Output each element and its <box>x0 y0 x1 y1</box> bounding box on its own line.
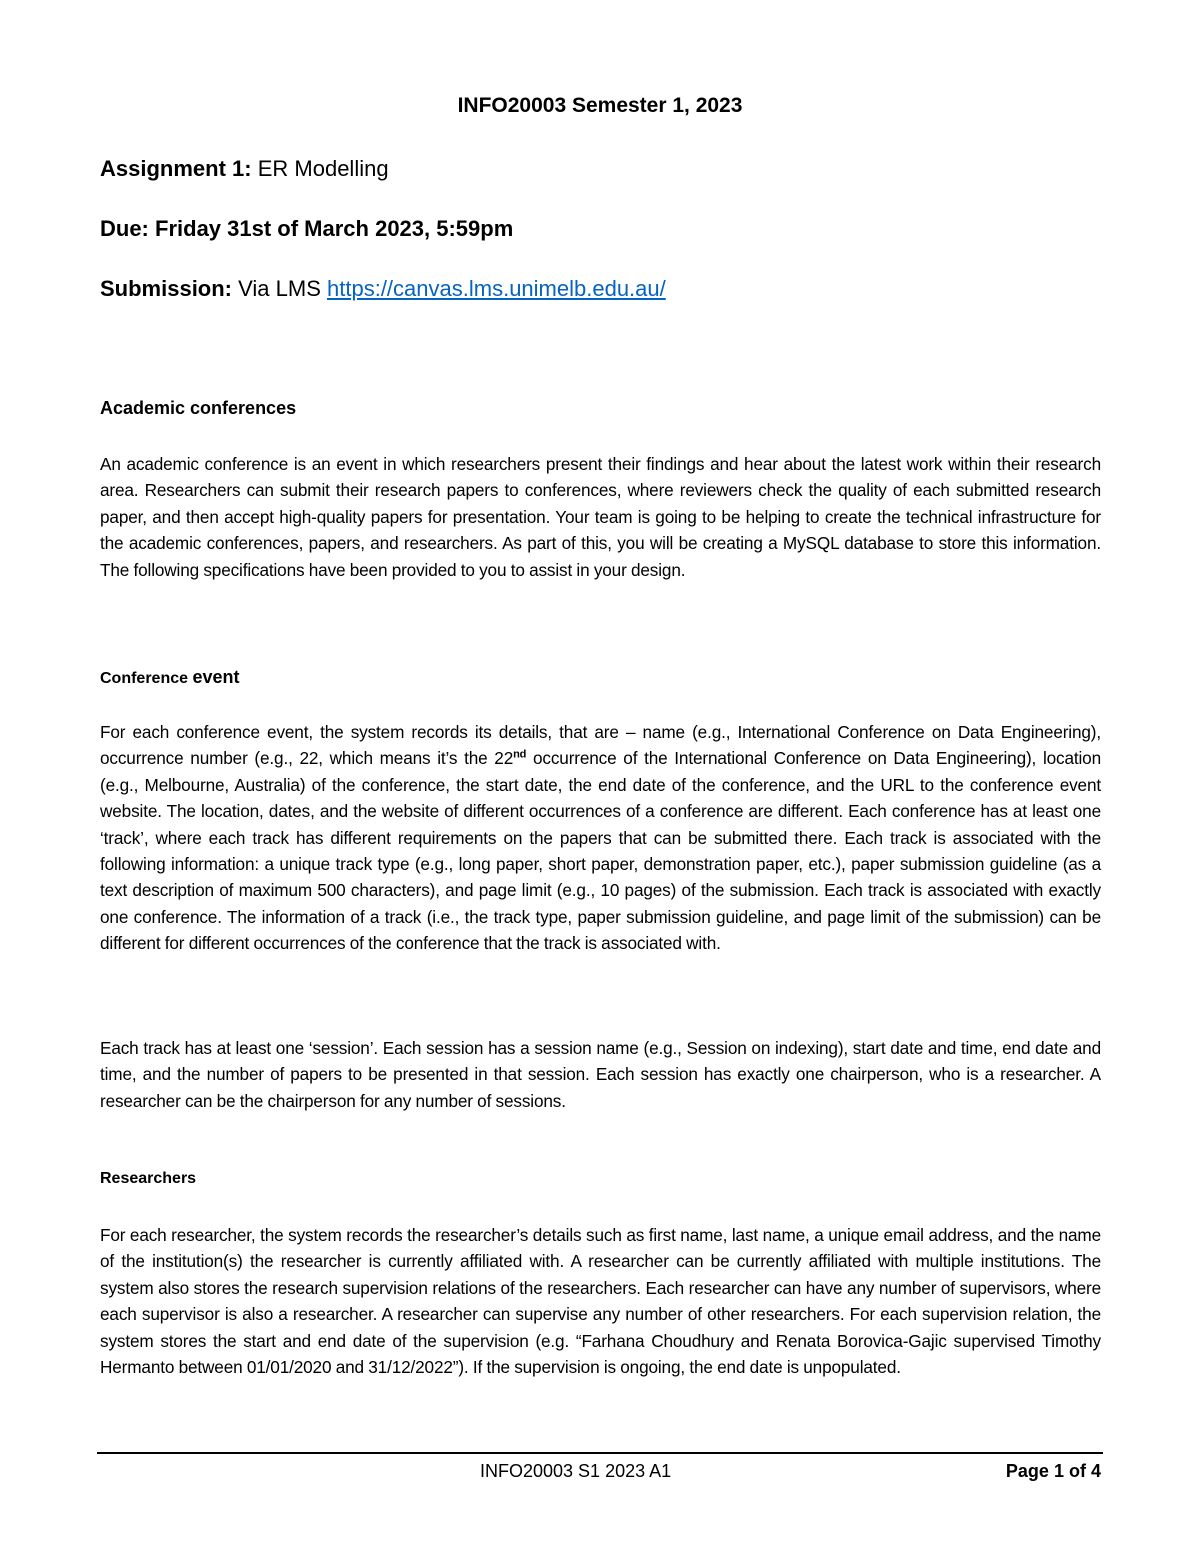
footer-divider <box>97 1452 1103 1454</box>
conference-heading-part2: event <box>192 667 240 687</box>
page-label: Page <box>1005 1461 1049 1481</box>
due-line <box>100 216 513 242</box>
section-heading-researchers: Researchers <box>100 1170 197 1187</box>
footer-page-number <box>1006 1461 1101 1482</box>
footer-doc-code: INFO20003 S1 2023 A1 <box>480 1461 672 1481</box>
paragraph-academic: An academic conference is an event in which researchers present their findings and hear about the latest work within their research area. Researchers can submit their research papers to conferences, where reviewers check the quality of each submitted research paper, and then accept high-quality papers for presentation. Your team is going to be helping to create the technical infrastructure for the academic conferences, papers, and researchers. As part of this, you will be creating a MySQL database to store this information. The following specifications have been provided to you to assist in your design. <box>100 454 1101 580</box>
section-heading-conference <box>100 667 240 688</box>
submission-line <box>100 276 666 302</box>
document-title: INFO20003 Semester 1, 2023 <box>457 94 743 117</box>
submission-prefix: Via LMS <box>238 276 321 301</box>
paragraph-researchers: For each researcher, the system records the researcher’s details such as first name, last name, a unique email address, and the name of the institution(s) the researcher is currently affiliated with. A researcher can be currently affiliated with multiple institutions. The system also stores the research supervision relations of the researchers. Each researcher can have any number of supervisors, where each supervisor is also a researcher. A researcher can supervise any number of other researchers. For each supervision relation, the system stores the start and end date of the supervision (e.g. “Farhana Choudhury and Renata Borovica-Gajic supervised Timothy Hermanto between 01/01/2020 and 31/12/2022”). If the supervision is ongoing, the end date is unpopulated. <box>100 1225 1101 1378</box>
due-label: Due: <box>100 216 149 241</box>
lms-link[interactable]: https://canvas.lms.unimelb.edu.au/ <box>327 276 666 301</box>
submission-label: Submission: <box>100 276 233 301</box>
assignment-line <box>100 156 389 182</box>
paragraph-conference-2: Each track has at least one ‘session’. Each session has a session name (e.g., Session on indexing), start date and time, end date and time, and the number of papers to be presented in that session. Each session has exactly one chairperson, who is a researcher. A researcher can be the chairperson for any number of sessions. <box>100 1038 1101 1111</box>
paragraph-conference-1 <box>100 719 1101 957</box>
page-current: 1 <box>1053 1461 1064 1481</box>
section-heading-academic: Academic conferences <box>100 398 297 418</box>
page-of: of <box>1068 1461 1086 1481</box>
conference-heading-part1: Conference <box>100 670 189 687</box>
page-total: 4 <box>1090 1461 1101 1481</box>
conference-p1-after: occurrence of the International Conference on Data Engineering), location (e.g., Melbourne, Australia) of the conference, the start date, the end date of the conference, and the URL to the conference event website. The location, dates, and the website of different occurrences of a conference are different. Each conference has at least one ‘track’, where each track has different requirements on the papers that can be submitted there. Each track is associated with the following information: a unique track type (e.g., long paper, short paper, demonstration paper, etc.), paper submission guideline (as a text description of maximum 500 characters), and page limit (e.g., 10 pages) of the submission. Each track is associated with exactly one conference. The information of a track (i.e., the track type, paper submission guideline, and page limit of the submission) can be different for different occurrences of the conference that the track is associated with. <box>100 748 1101 954</box>
assignment-label: Assignment 1: <box>100 156 252 181</box>
conference-p1-before: For each conference event, the system records its details, that are – name (e.g., International Conference on Data Engineering), occurrence number (e.g., 22, which means it’s the 22 <box>100 722 1101 769</box>
due-value: Friday 31st of March 2023, 5:59pm <box>155 216 514 241</box>
assignment-value: ER Modelling <box>257 156 389 181</box>
conference-p1-sup: nd <box>513 748 527 761</box>
